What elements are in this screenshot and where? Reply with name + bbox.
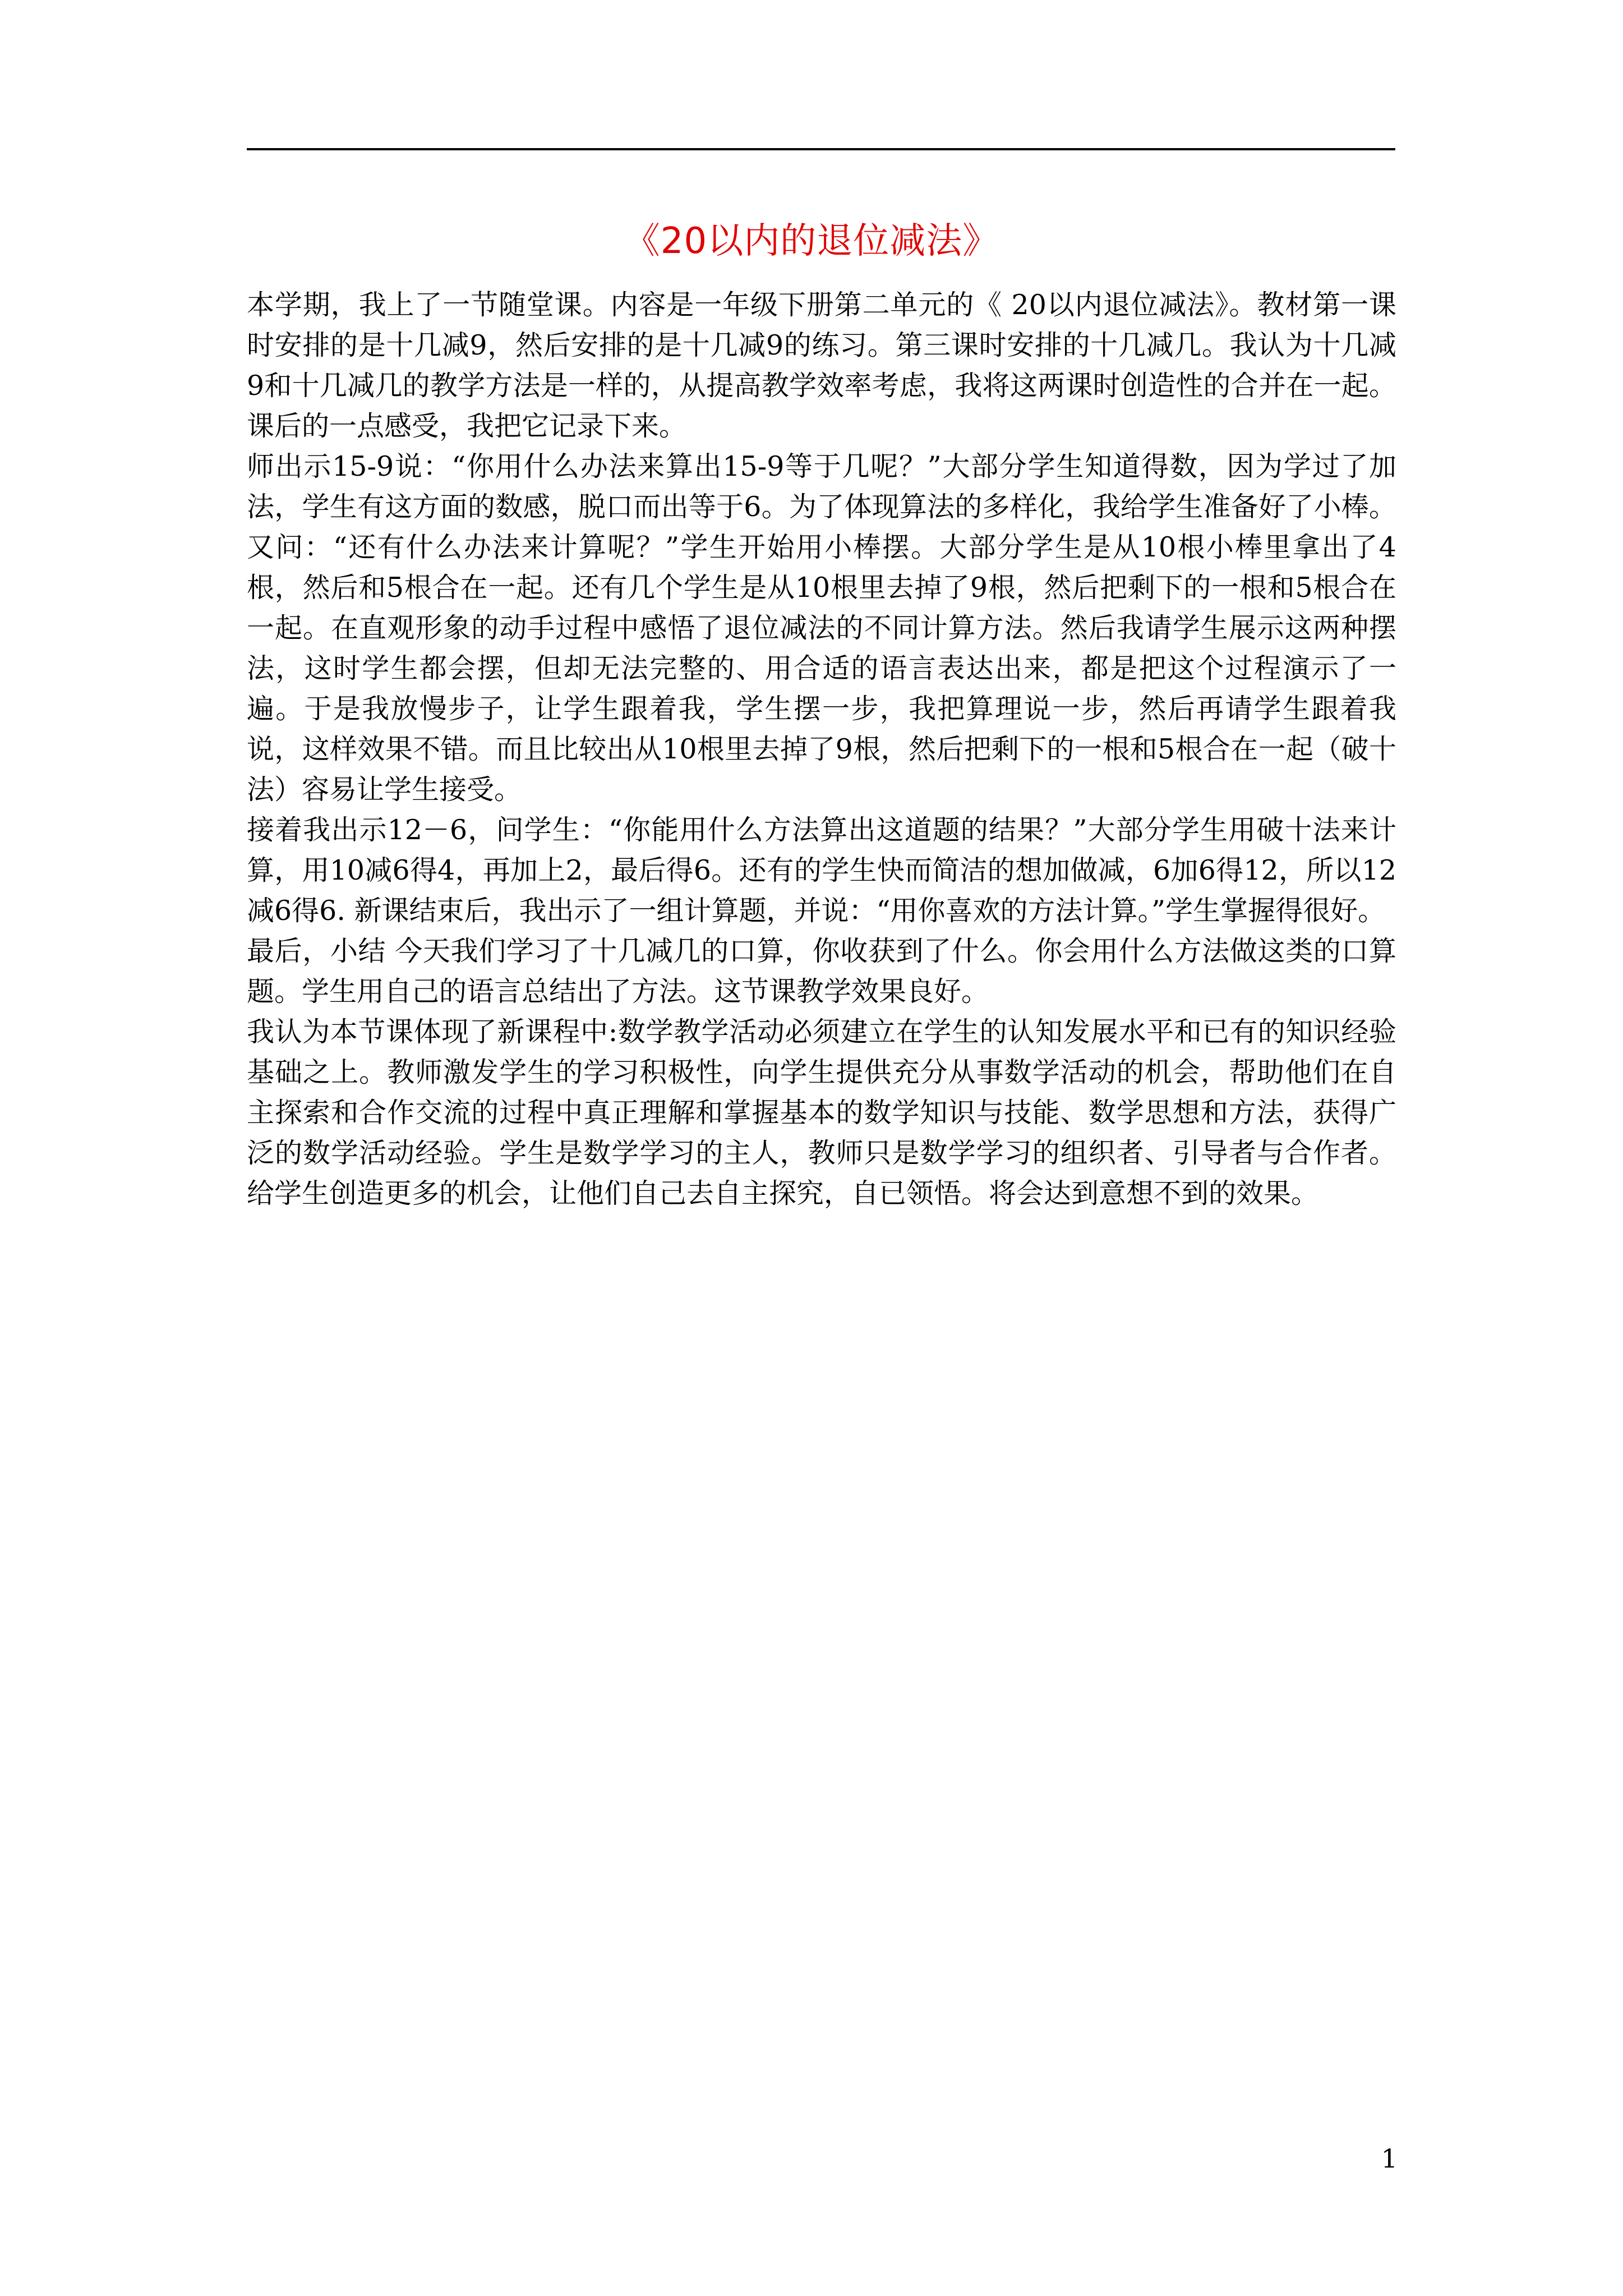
paragraph-lesson-15-minus-9: 师出示15-9说：“你用什么办法来算出15-9等于几呢？”大部分学生知道得数，因为学过了加法，学生有这方面的数感，脱口而出等于6。为了体现算法的多样化，我给学生准备好了小棒。又问：“还有什么办法来计算呢？”学生开始用小棒摆。大部分学生是从10根小棒里拿出了4根，然后和5根合在一起。还有几个学生是从10根里去掉了9根，然后把剩下的一根和5根合在一起。在直观形象的动手过程中感悟了退位减法的不同计算方法。然后我请学生展示这两种摆法，这时学生都会摆，但却无法完整的、用合适的语言表达出来，都是把这个过程演示了一遍。于是我放慢步子，让学生跟着我，学生摆一步，我把算理说一步，然后再请学生跟着我说，这样效果不错。而且比较出从10根里去掉了9根，然后把剩下的一根和5根合在一起（破十法）容易让学生接受。 (247, 450, 1396, 806)
document-title: 《20以内的退位减法》 (624, 220, 999, 262)
paragraph-reflection: 我认为本节课体现了新课程中:数学教学活动必须建立在学生的认知发展水平和已有的知识经验基础之上。教师激发学生的学习积极性，向学生提供充分从事数学活动的机会，帮助他们在自主探索和合作交流的过程中真正理解和掌握基本的数学知识与技能、数学思想和方法，获得广泛的数学活动经验。学生是数学学习的主人，教师只是数学学习的组织者、引导者与合作者。给学生创造更多的机会，让他们自己去自主探究，自已领悟。将会达到意想不到的效果。 (247, 1016, 1396, 1209)
page-number: 1 (1381, 2143, 1398, 2174)
paragraph-lesson-12-minus-6: 接着我出示12－6，问学生：“你能用什么方法算出这道题的结果？”大部分学生用破十法来计算，用10减6得4，再加上2，最后得6。还有的学生快而简洁的想加做减，6加6得12，所以12减6得6. 新课结束后，我出示了一组计算题，并说：“用你喜欢的方法计算。”学生掌握得很好。 (247, 814, 1396, 927)
paragraph-intro: 本学期，我上了一节随堂课。内容是一年级下册第二单元的《 20以内退位减法》。教材第一课时安排的是十几减9，然后安排的是十几减9的练习。第三课时安排的十几减几。我认为十几减9和十几减几的教学方法是一样的，从提高教学效率考虑，我将这两课时创造性的合并在一起。课后的一点感受，我把它记录下来。 (247, 289, 1396, 442)
header-rule (247, 148, 1395, 150)
document-body (247, 285, 1396, 1214)
paragraph-summary: 最后，小结 今天我们学习了十几减几的口算，你收获到了什么。你会用什么方法做这类的口算题。学生用自己的语言总结出了方法。这节课教学效果良好。 (247, 935, 1396, 1007)
